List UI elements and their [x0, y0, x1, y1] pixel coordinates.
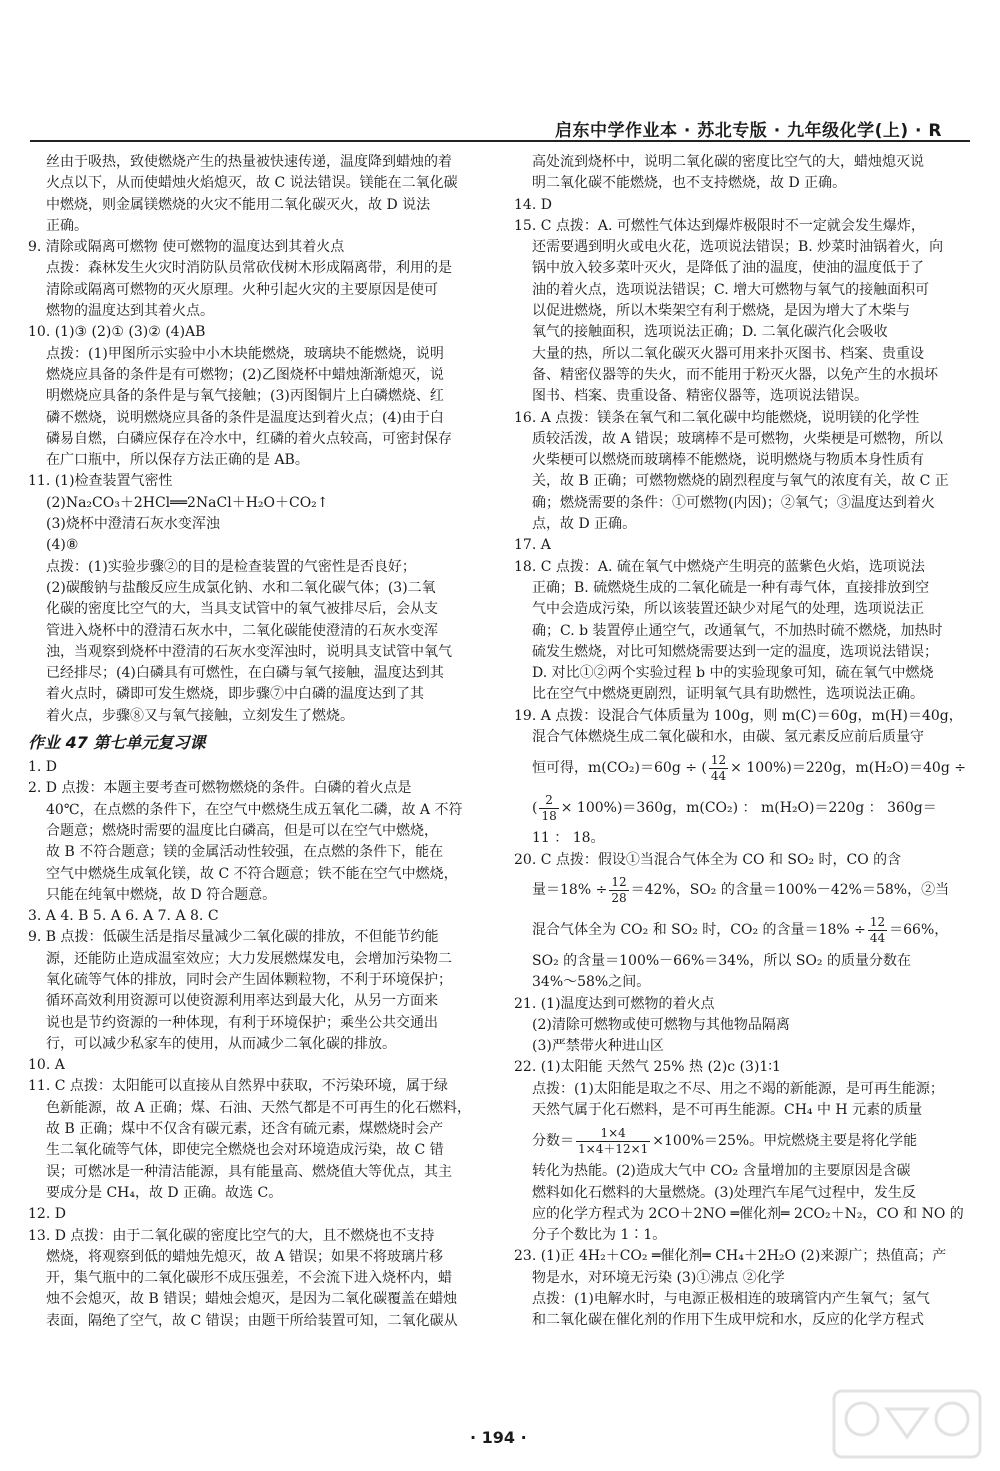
fraction-numerator: 12 [869, 915, 886, 930]
answer-block [514, 578, 976, 706]
fraction-denominator: 1×4＋12×1 [578, 1141, 649, 1156]
answer-block [514, 216, 976, 237]
equation-text: 恒可得，m(CO₂)＝60g ÷ ( [532, 759, 707, 776]
answer-line: 16. A 点拨：镁条在氧气和二氧化碳中均能燃烧，说明镁的化学性 [514, 409, 920, 426]
answer-line: 磷不燃烧，说明燃烧应具备的条件是温度达到着火点；(4)由于白 [46, 409, 444, 426]
answer-block [28, 800, 490, 906]
running-header [30, 116, 970, 141]
header-rule [30, 140, 970, 142]
answer-line: 表面，隔绝了空气，故 C 错误；由题干所给装置可知，二氧化碳从 [46, 1312, 458, 1329]
fraction-denominator: 28 [611, 891, 627, 906]
watermark-logo [832, 1389, 982, 1459]
answer-block [514, 429, 976, 535]
left-answer-blocks-2 [28, 757, 490, 1332]
answer-block [514, 237, 976, 407]
answer-line: 浊，当观察到烧杯中澄清的石灰水变浑浊时，说明具支试管中氧气 [46, 643, 452, 660]
answer-line: (2)清除可燃物或使可燃物与其他物品隔离 [532, 1016, 790, 1033]
answer-block [514, 727, 976, 748]
answer-line: 天然气属于化石燃料，是不可再生能源。CH₄ 中 H 元素的质量 [532, 1101, 923, 1118]
left-answer-blocks [28, 152, 490, 727]
answer-line: 色新能源，故 A 正确；煤、石油、天然气都是不可再生的化石燃料， [46, 1099, 472, 1116]
answer-line: 氧气的接触面积，选项说法正确；D. 二氧化碳汽化会吸收 [532, 324, 888, 341]
answer-line: 管进入烧杯中的澄清石灰水中，二氧化碳能使澄清的石灰水变浑 [46, 622, 438, 639]
answer-line: 生二氧化硫等气体，即使完全燃烧也会对环境造成污染，故 C 错 [46, 1142, 444, 1159]
answer-line: 19. A 点拨：设混合气体质量为 100g，则 m(C)＝60g，m(H)＝40g， [514, 707, 963, 724]
answer-line: 明二氧化碳不能燃烧，也不支持燃烧，故 D 正确。 [532, 175, 847, 192]
answer-line: 点拨：(1)太阳能是取之不尽、用之不竭的新能源，是可再生能源； [532, 1080, 944, 1097]
answer-block [28, 1247, 490, 1332]
answer-block [28, 1226, 490, 1247]
answer-block [28, 949, 490, 1055]
fraction [609, 875, 628, 906]
answer-line: 21. (1)温度达到可燃物的着火点 [514, 995, 715, 1012]
answer-line: 转化为热能。(2)造成大气中 CO₂ 含量增加的主要原因是含碳 [532, 1163, 911, 1180]
answer-line: 烛不会熄灭，故 B 错误；蜡烛会熄灭，是因为二氧化碳覆盖在蜡烛 [46, 1291, 458, 1308]
answer-line: 图书、档案、贵重设备、精密仪器等，选项说法错误。 [532, 388, 868, 405]
equation-text: ×100%＝25%。甲烷燃烧主要是将化学能 [652, 1132, 918, 1149]
equation-text: 混合气体全为 CO₂ 和 SO₂ 时，CO₂ 的含量＝18% ÷ [532, 922, 866, 939]
answer-line: 说也是节约资源的一种体现，有利于环境保护；乘坐公共交通出 [46, 1014, 438, 1031]
answer-line: 确；C. b 装置停止通空气，改通氧气，不加热时硫不燃烧，加热时 [532, 622, 943, 639]
answer-line: 1. D [28, 759, 58, 776]
answer-line: 11. C 点拨：太阳能可以直接从自然界中获取，不污染环境，属于绿 [28, 1078, 448, 1095]
answer-block [28, 322, 490, 343]
equation-text: ＝66%， [889, 922, 949, 939]
answer-line: 明燃烧应具备的条件是与氧气接触；(3)丙图铜片上白磷燃烧、红 [46, 388, 444, 405]
answer-line: 比在空气中燃烧更剧烈，证明氧气具有助燃性，选项说法正确。 [532, 686, 924, 703]
answer-line: 9. B 点拨：低碳生活是指尽量减少二氧化碳的排放，不但能节约能 [28, 929, 439, 946]
answer-line: 合题意；燃烧时需要的温度比白磷高，但是可以在空气中燃烧， [46, 822, 438, 839]
answer-line: (3)烧杯中澄清石灰水变浑浊 [46, 516, 220, 533]
answer-line: SO₂ 的含量＝100%－66%＝34%，所以 SO₂ 的质量分数在 [532, 952, 911, 969]
answer-block [514, 557, 976, 578]
answer-line: 中燃烧，则金属镁燃烧的火灾不能用二氧化碳灭火，故 D 说法 [46, 196, 431, 213]
fraction [576, 1126, 650, 1157]
answer-line: 确；燃烧需要的条件：①可燃物(内因)；②氧气；③温度达到着火 [532, 494, 935, 511]
answer-line: 23. (1)正 4H₂＋CO₂ ═催化剂═ CH₄＋2H₂O (2)来源广；热值高；产 [514, 1248, 947, 1265]
page-number: · 194 · [470, 1428, 527, 1447]
answer-block [28, 906, 490, 927]
fraction-numerator: 1×4 [576, 1126, 650, 1142]
fraction-numerator: 12 [710, 752, 727, 767]
answer-line: 燃烧应具备的条件是有可燃物；(2)乙图烧杯中蜡烛渐渐熄灭，说 [46, 366, 444, 383]
answer-line: 9. 清除或隔离可燃物 使可燃物的温度达到其着火点 [28, 239, 345, 256]
answer-line: 高处流到烧杯中，说明二氧化碳的密度比空气的大，蜡烛熄灭说 [532, 154, 924, 170]
equation-row-19b [514, 788, 976, 828]
answer-block [28, 258, 490, 322]
answer-line: 燃烧，将观察到低的蜡烛先熄灭，故 A 错误；如果不将玻璃片移 [46, 1248, 444, 1265]
answer-line: 质较活泼，故 A 错误；玻璃棒不是可燃物，火柴梗是可燃物，所以 [532, 430, 944, 447]
answer-line: 正确；B. 硫燃烧生成的二氧化硫是一种有毒气体，直接排放到空 [532, 579, 930, 596]
answer-line: 燃料如化石燃料的大量燃烧。(3)处理汽车尾气过程中，发生反 [532, 1184, 916, 1201]
fraction-numerator: 2 [539, 793, 558, 809]
equation-row-20a [514, 871, 976, 911]
equation-text: × 100%)＝360g，m(CO₂) ： m(H₂O)＝220g ： 360g＝ [560, 799, 937, 816]
answer-block [514, 408, 976, 429]
fraction-denominator: 44 [869, 931, 886, 946]
answer-block [28, 237, 490, 258]
answer-line: 17. A [514, 537, 551, 554]
answer-block [28, 1204, 490, 1225]
equation-text: ＝42%，SO₂ 的含量＝100%－42%＝58%，②当 [630, 882, 950, 899]
answer-block [514, 951, 976, 994]
answer-block [28, 1055, 490, 1076]
equation-text: 量＝18% ÷ [532, 882, 608, 899]
answer-line: 火点以下，从而使蜡烛火焰熄灭，故 C 说法错误。镁能在二氧化碳 [46, 175, 458, 192]
left-column [28, 152, 490, 1332]
answer-line: 燃物的温度达到其着火点。 [46, 303, 214, 320]
answer-line: (2)碳酸钠与盐酸反应生成氯化钠、水和二氧化碳气体；(3)二氧 [46, 579, 436, 596]
answer-block [28, 344, 490, 472]
answer-line: 点拨：(1)甲图所示实验中小木块能燃烧，玻璃块不能燃烧，说明 [46, 345, 444, 362]
answer-block [514, 994, 976, 1015]
fraction [709, 753, 728, 784]
answer-line: 硫发生燃烧，对比可知燃烧需要达到一定的温度，选项说法错误； [532, 643, 938, 660]
equation-text: × 100%)＝220g，m(H₂O)＝40g ÷ [730, 759, 966, 776]
answer-line: 点，故 D 正确。 [532, 516, 637, 533]
fraction-numerator: 12 [611, 875, 627, 890]
answer-line: 误；可燃冰是一种清洁能源，具有能量高、燃烧值大等优点，其主 [46, 1163, 452, 1180]
answer-line: 行，可以减少私家车的使用，从而减少二氧化碳的排放。 [46, 1035, 396, 1052]
answer-line: 10. (1)③ (2)① (3)② (4)AB [28, 324, 206, 341]
answer-block [28, 152, 490, 237]
right-answer-blocks-3 [514, 1161, 976, 1331]
answer-line: 13. D 点拨：由于二氧化碳的密度比空气的大，且不燃烧也不支持 [28, 1227, 435, 1244]
answer-line: (2)Na₂CO₃＋2HCl══2NaCl＋H₂O＋CO₂↑ [46, 494, 329, 511]
answer-line: 34%～58%之间。 [532, 974, 651, 991]
answer-line: 还需要遇到明火或电火花，选项说法错误；B. 炒菜时油锅着火，向 [532, 239, 944, 256]
answer-line: 10. A [28, 1057, 65, 1074]
fraction-denominator: 44 [710, 768, 727, 783]
answer-line: 在广口瓶中，所以保存方法正确的是 AB。 [46, 452, 309, 469]
answer-line: 故 B 不符合题意；镁的金属活动性较强，在点燃的条件下，能在 [46, 844, 444, 861]
right-column [514, 152, 976, 1332]
equation-row-19a [514, 748, 976, 788]
right-answer-blocks-2 [514, 951, 976, 1121]
answer-line: 只能在纯氧中燃烧，故 D 符合题意。 [46, 886, 277, 903]
answer-line: 12. D [28, 1206, 66, 1223]
answer-line: 清除或隔离可燃物的灭火原理。火种引起火灾的主要原因是使可 [46, 281, 438, 298]
answer-line: 开，集气瓶中的二氧化碳形不成压强差，不会流下进入烧杯内，蜡 [46, 1270, 452, 1287]
answer-block [514, 1268, 976, 1332]
answer-block [514, 1057, 976, 1078]
answer-line: 要成分是 CH₄，故 D 正确。故选 C。 [46, 1184, 283, 1201]
answer-block [28, 757, 490, 778]
answer-line: 源，还能防止造成温室效应；大力发展燃煤发电，会增加污染物二 [46, 950, 452, 967]
answer-block [514, 1246, 976, 1267]
answer-block [514, 535, 976, 556]
answer-line: 正确。 [46, 217, 88, 234]
answer-block [514, 152, 976, 195]
answer-line: 空气中燃烧生成氧化镁，故 C 不符合题意；铁不能在空气中燃烧， [46, 865, 458, 882]
answer-line: 11. (1)检查装置气密性 [28, 473, 173, 490]
answer-block [514, 1079, 976, 1122]
answer-line: 混合气体燃烧生成二氧化碳和水，由碳、氢元素反应前后质量守 [532, 729, 924, 746]
answer-line: D. 对比①②两个实验过程 b 中的实验现象可知，硫在氧气中燃烧 [532, 665, 934, 682]
answer-line: 3. A 4. B 5. A 6. A 7. A 8. C [28, 908, 219, 925]
answer-line: 20. C 点拨：假设①当混合气体全为 CO 和 SO₂ 时，CO 的含 [514, 851, 902, 868]
answer-block [514, 195, 976, 216]
answer-line: 已经排尽；(4)白磷具有可燃性，在白磷与氧气接触，温度达到其 [46, 665, 444, 682]
equation-text: 分数＝ [532, 1132, 574, 1149]
answer-line: 火柴梗可以燃烧而玻璃棒不能燃烧，说明燃烧与物质本身性质有 [532, 452, 924, 469]
answer-line: 物是水，对环境无污染 (3)①沸点 ②化学 [532, 1269, 785, 1286]
answer-line: 油的着火点，选项说法错误；C. 增大可燃物与氧气的接触面积可 [532, 281, 930, 298]
answer-line: 氧化硫等气体的排放，同时会产生固体颗粒物，不利于环境保护； [46, 971, 452, 988]
answer-line: 化碳的密度比空气的大，当具支试管中的氧气被排尽后，会从支 [46, 601, 438, 618]
answer-line: 循环高效利用资源可以使资源利用率达到最大化，从另一方面来 [46, 993, 438, 1010]
answer-line: 点拨：森林发生火灾时消防队员常砍伐树木形成隔离带，利用的是 [46, 260, 452, 277]
answer-line: 40℃，在点燃的条件下，在空气中燃烧生成五氧化二磷，故 A 不符 [46, 801, 463, 818]
answer-line: 2. D 点拨：本题主要考查可燃物燃烧的条件。白磷的着火点是 [28, 780, 412, 797]
answer-line: 11 ： 18。 [532, 830, 605, 847]
answer-block [28, 778, 490, 799]
equation-row-22 [514, 1121, 976, 1161]
answer-line: 22. (1)太阳能 天然气 25% 热 (2)c (3)1∶1 [514, 1059, 781, 1076]
answer-block [514, 706, 976, 727]
answer-line: 18. C 点拨：A. 硫在氧气中燃烧产生明亮的蓝紫色火焰，选项说法 [514, 558, 925, 575]
right-answer-blocks [514, 152, 976, 748]
answer-line: 着火点，步骤⑧又与氧气接触，立刻发生了燃烧。 [46, 707, 354, 724]
section-title: 作业 47 第七单元复习课 [28, 733, 206, 753]
answer-line: 锅中放入较多菜叶灭火，是降低了油的温度，使油的温度低于了 [532, 260, 924, 277]
answer-block [514, 1161, 976, 1246]
answer-line: 和二氧化碳在催化剂的作用下生成甲烷和水，反应的化学方程式 [532, 1312, 924, 1329]
answer-block [28, 927, 490, 948]
answer-line: 故 B 正确；煤中不仅含有碳元素，还含有硫元素，煤燃烧时会产 [46, 1121, 444, 1138]
answer-line: 点拨：(1)电解水时，与电源正极相连的玻璃管内产生氧气；氢气 [532, 1291, 930, 1308]
answer-line: 着火点时，磷即可发生燃烧，即步骤⑦中白磷的温度达到了其 [46, 686, 424, 703]
answer-line: 备、精密仪器等的失火，而不能用于粉灭火器，以免产生的水损坏 [532, 366, 938, 383]
answer-line: 15. C 点拨：A. 可燃性气体达到爆炸极限时不一定就会发生爆炸， [514, 217, 925, 234]
answer-line: 丝由于吸热，致使燃烧产生的热量被快速传递，温度降到蜡烛的着 [46, 154, 452, 170]
answer-block [514, 1015, 976, 1058]
answer-line: 分子个数比为 1∶1。 [532, 1227, 667, 1244]
answer-line: 磷易自燃，白磷应保存在冷水中，红磷的着火点较高，可密封保存 [46, 430, 452, 447]
fraction-denominator: 18 [541, 808, 557, 823]
answer-line: (4)⑧ [46, 537, 79, 554]
answer-line: 以促进燃烧，所以木柴架空有利于燃烧，是因为增大了木柴与 [532, 303, 910, 320]
answer-block [28, 1098, 490, 1204]
answer-line: 点拨：(1)实验步骤②的目的是检查装置的气密性是否良好； [46, 558, 416, 575]
answer-line: 气中会造成污染，所以该装置还缺少对尾气的处理，选项说法正 [532, 601, 924, 618]
fraction [539, 793, 558, 824]
answer-block [514, 828, 976, 849]
answer-line: (3)严禁带火种进山区 [532, 1038, 664, 1055]
answer-line: 大量的热，所以二氧化碳灭火器可用来扑灭图书、档案、贵重设 [532, 345, 924, 362]
answer-line: 关，故 B 正确；可燃物燃烧的剧烈程度与氧气的浓度有关，故 C 正 [532, 473, 949, 490]
answer-block [28, 493, 490, 727]
fraction [868, 915, 887, 946]
answer-line: 应的化学方程式为 2CO＋2NO ═催化剂═ 2CO₂＋N₂，CO 和 NO 的 [532, 1205, 964, 1222]
equation-row-20b [514, 911, 976, 951]
equation-text: ( [532, 799, 538, 816]
answer-block [28, 471, 490, 492]
answer-block [28, 1076, 490, 1097]
answer-line: 14. D [514, 196, 552, 213]
answer-block [514, 850, 976, 871]
header-title: 启东中学作业本 · 苏北专版 · 九年级化学(上) · R [554, 121, 942, 141]
